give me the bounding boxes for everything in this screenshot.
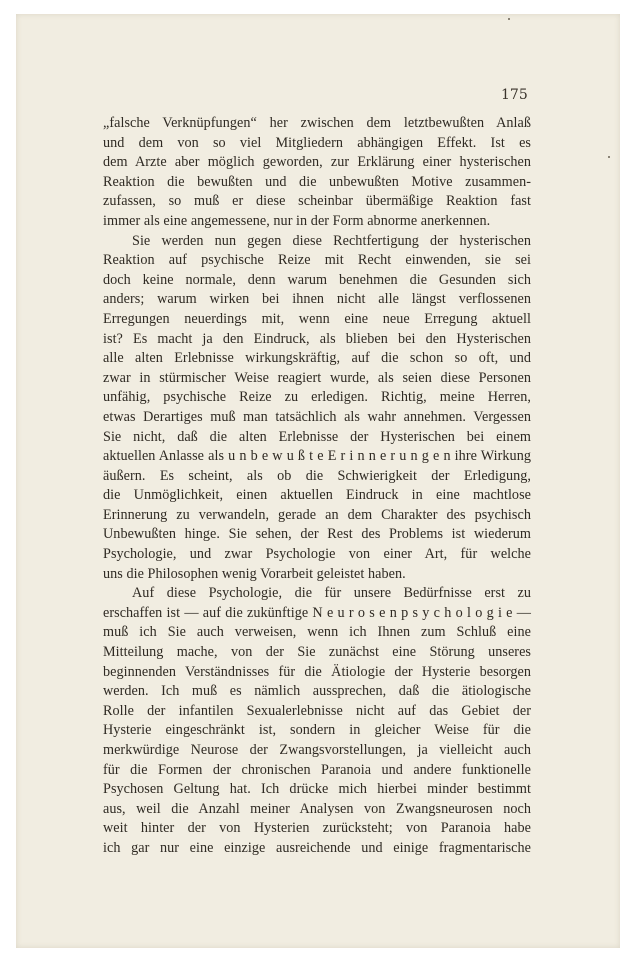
- text-line: zwar in stürmischer Weise reagiert wurde, als seien diese Personen: [103, 369, 531, 386]
- text-line: Erinnerung zu verwandeln, gerade an dem Charakter des psychisch: [103, 506, 531, 523]
- text-line: Reaktion auf psychische Reize mit Recht einwenden, sie sei: [103, 252, 531, 269]
- text-line: Hysterie eingeschränkt ist, sondern in gleicher Weise für die: [103, 722, 531, 739]
- text-line: unfähig, psychische Reize zu erledigen. Richtig, meine Herren,: [103, 389, 531, 406]
- paper-speck: [608, 156, 610, 158]
- text-line: ist? Es macht ja den Eindruck, als blieben bei den Hysterischen: [103, 330, 531, 347]
- text-line: Unbewußten hinge. Sie sehen, der Rest des Problems ist wiederum: [103, 526, 531, 543]
- text-line: Mitteilung mache, von der Sie zunächst eine Störung unseres: [103, 644, 531, 661]
- text-line: erschaffen ist — auf die zukünftige N e u r o s e n p s y c h o l o g i e —: [103, 604, 531, 621]
- paper-speck: [508, 18, 510, 20]
- text-line: weit hinter der von Hysterien zurücksteht; von Paranoia habe: [103, 820, 531, 837]
- text-line: muß ich Sie auch verweisen, wenn ich Ihnen zum Schluß eine: [103, 624, 531, 641]
- text-line: äußern. Es scheint, als ob die Schwierigkeit der Erledigung,: [103, 467, 531, 484]
- text-line: und dem von so viel Mitgliedern abhängigen Effekt. Ist es: [103, 134, 531, 151]
- text-line: merkwürdige Neurose der Zwangsvorstellungen, ja vielleicht auch: [103, 742, 531, 758]
- text-line: dem Arzte aber möglich geworden, zur Erklärung einer hysterischen: [103, 154, 531, 171]
- text-line: werden. Ich muß es nämlich aussprechen, daß die ätiologische: [103, 683, 531, 700]
- text-line: für die Formen der chronischen Paranoia und andere funktionelle: [103, 761, 531, 778]
- text-line: Erregungen neuerdings mit, wenn eine neue Erregung aktuell: [103, 310, 531, 327]
- text-line: Rolle der infantilen Sexualerlebnisse nicht auf das Gebiet der: [103, 702, 531, 719]
- text-line: aktuellen Anlasse als u n b e w u ß t e E r i n n e r u n g e n ihre Wirkung: [103, 448, 531, 465]
- text-line: die Unmöglichkeit, einen aktuellen Eindruck in eine machtlose: [103, 487, 531, 504]
- text-line: aus, weil die Anzahl meiner Analysen von Zwangsneurosen noch: [103, 800, 531, 817]
- text-line: Psychosen Geltung hat. Ich drücke mich hierbei minder bestimmt: [103, 781, 531, 798]
- text-line: Reaktion die bewußten und die unbewußten Motive zusammen-: [103, 173, 531, 190]
- text-line: ich gar nur eine einzige ausreichende und einige fragmentarische: [103, 839, 531, 856]
- text-line: anders; warum wirken bei ihnen nicht alle längst verflossenen: [103, 291, 531, 308]
- page-number: 175: [501, 87, 528, 103]
- book-page: [16, 14, 620, 948]
- text-line: Auf diese Psychologie, die für unsere Bedürfnisse erst zu: [132, 585, 531, 602]
- text-line: „falsche Verknüpfungen“ her zwischen dem letztbewußten Anlaß: [103, 115, 531, 131]
- body-text: [103, 114, 531, 859]
- text-line: doch keine normale, denn warum benehmen die Gesunden sich: [103, 271, 531, 288]
- text-line: Sie nicht, daß die alten Erlebnisse der Hysterischen bei einem: [103, 428, 531, 445]
- text-line: immer als eine angemessene, nur in der Form abnorme anerkennen.: [103, 212, 491, 229]
- text-line: beginnenden Verständnisses für die Ätiologie der Hysterie besorgen: [103, 663, 531, 680]
- text-line: alle alten Erlebnisse wirkungskräftig, auf die schon so oft, und: [103, 350, 531, 367]
- text-line: Sie werden nun gegen diese Rechtfertigung der hysterischen: [132, 232, 531, 249]
- text-line: Psychologie, und zwar Psychologie von einer Art, für welche: [103, 546, 531, 563]
- text-line: zufassen, so muß er diese scheinbar übermäßige Reaktion fast: [103, 193, 531, 210]
- text-line: uns die Philosophen wenig Vorarbeit geleistet haben.: [103, 565, 406, 582]
- text-line: etwas Derartiges muß man tatsächlich als wahr annehmen. Vergessen: [103, 408, 531, 425]
